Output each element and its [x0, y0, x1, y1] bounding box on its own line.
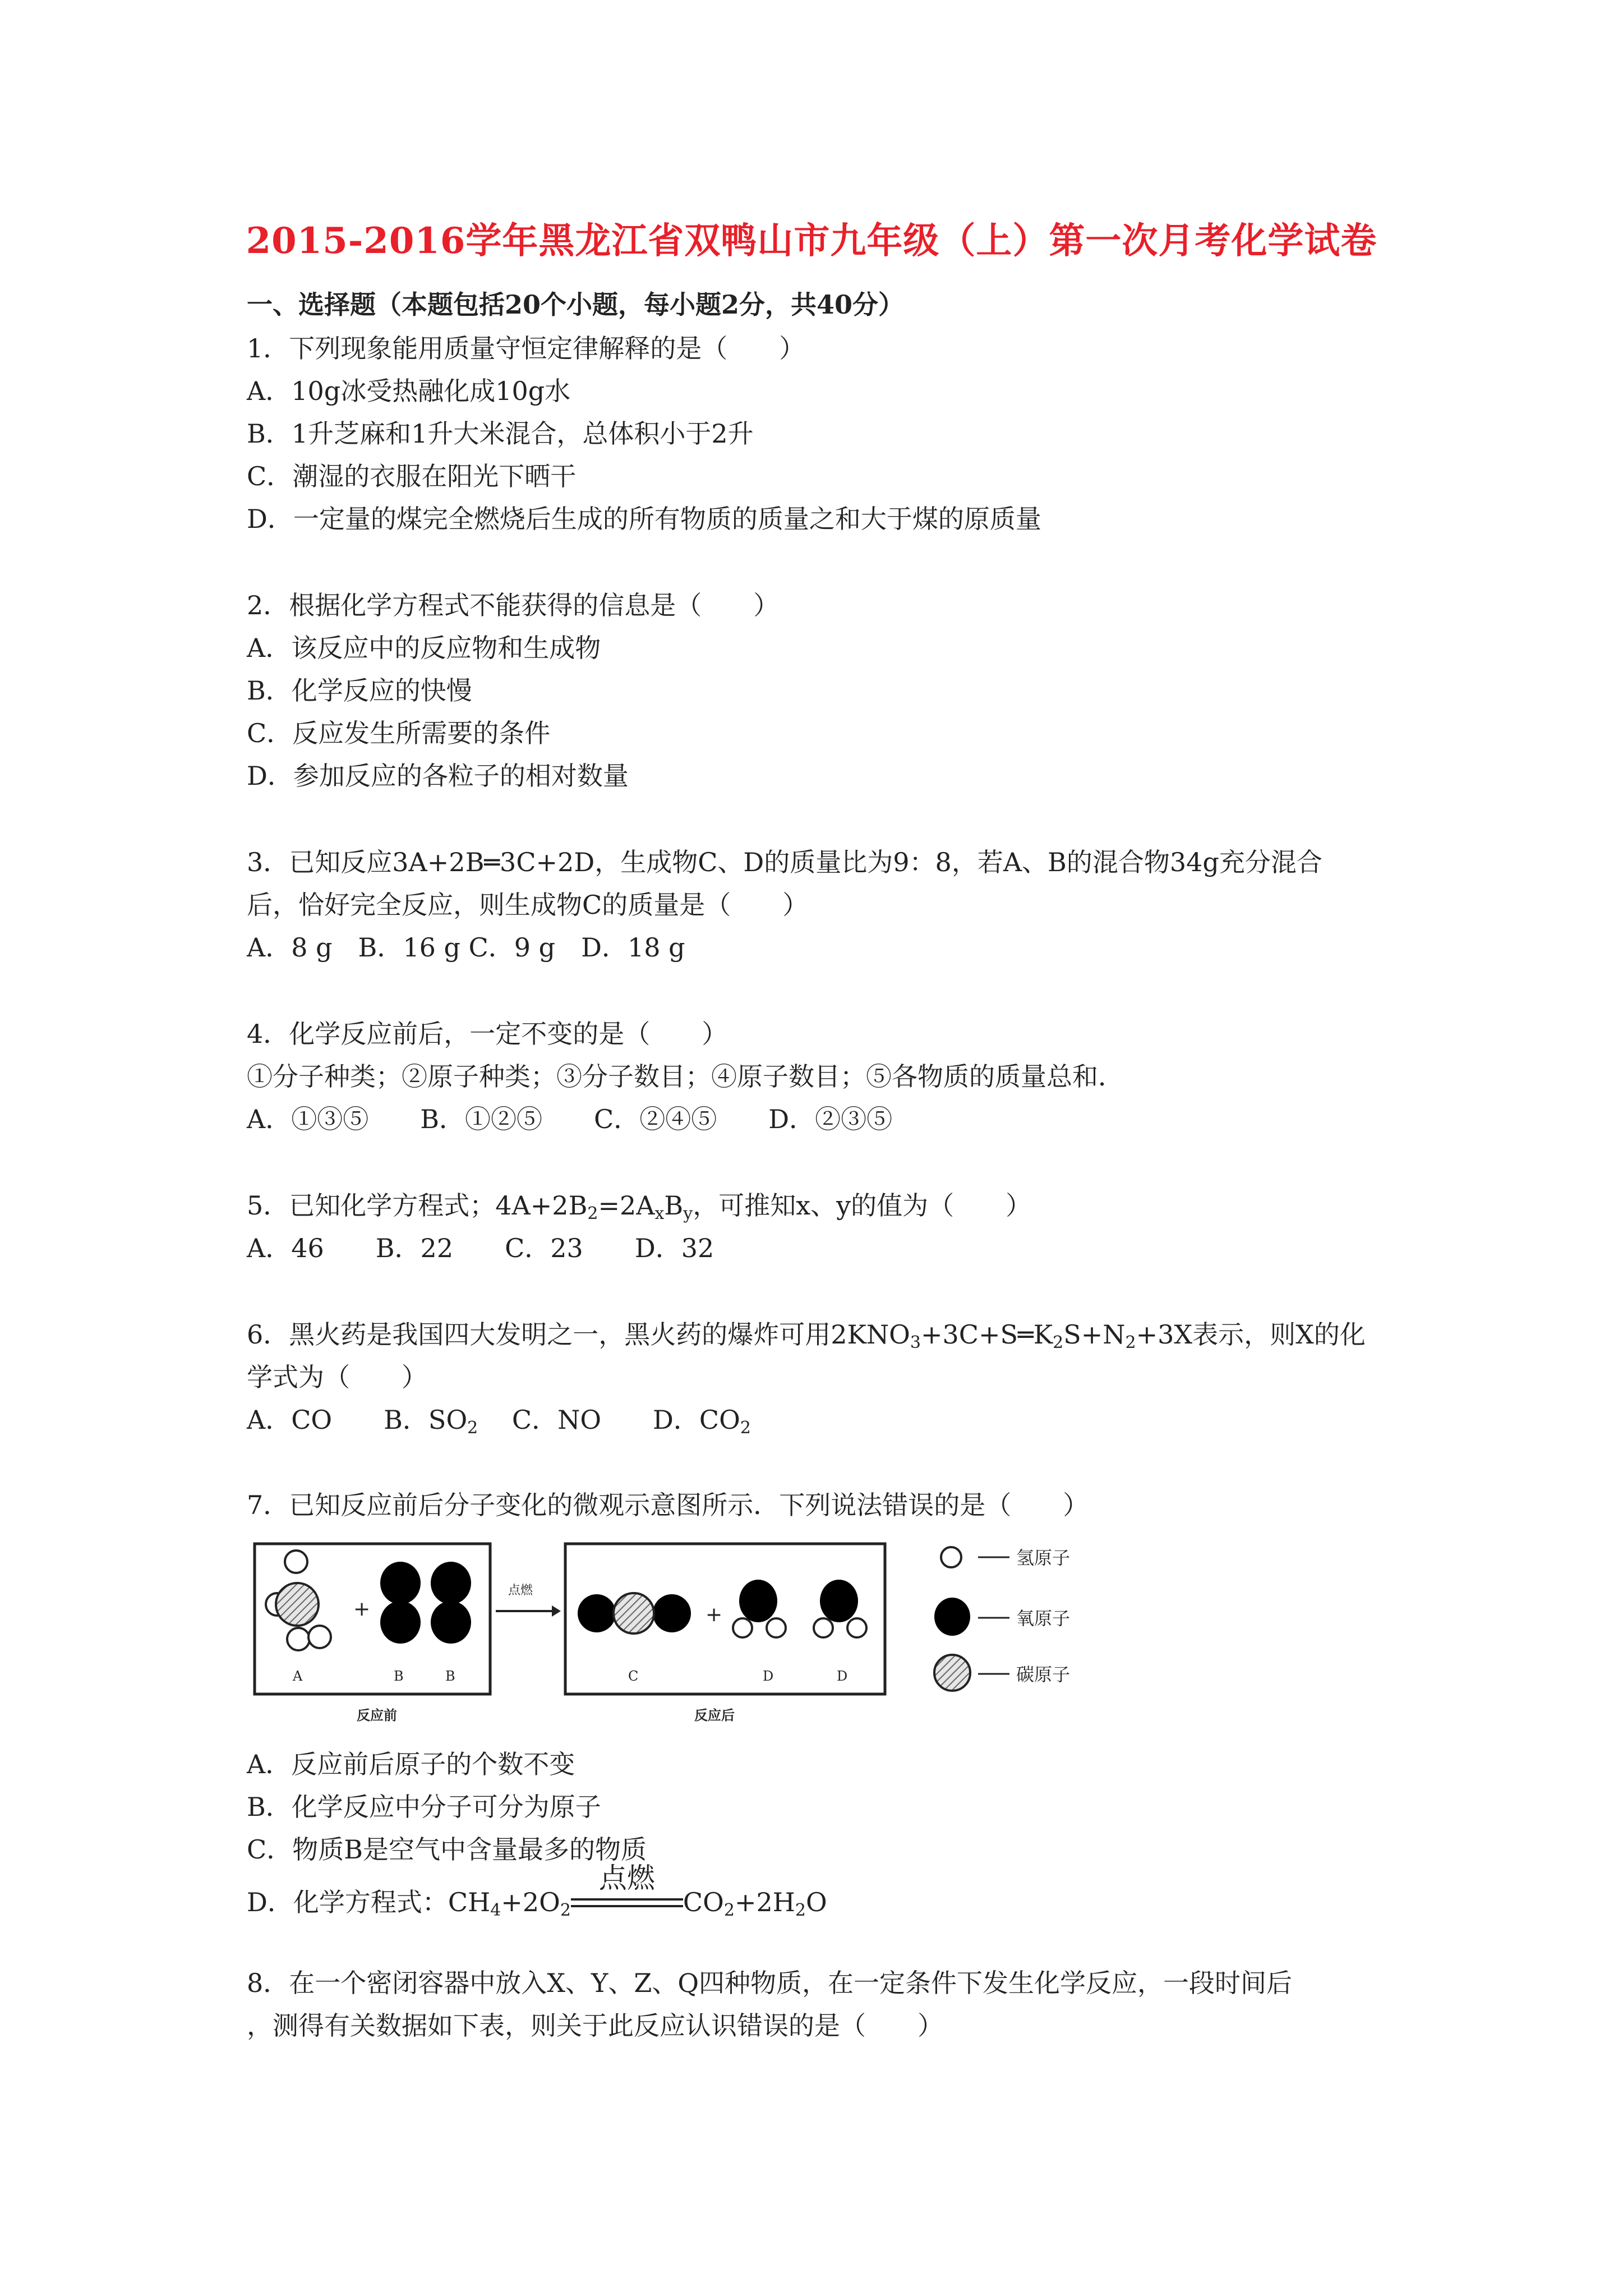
q8-stem-line1: 8．在一个密闭容器中放入X、Y、Z、Q四种物质，在一定条件下发生化学反应，一段时间后 — [247, 1968, 1293, 1998]
legend-carbon: 碳原子 — [1016, 1664, 1071, 1685]
q2-option-b: B．化学反应的快慢 — [247, 675, 472, 706]
q5-stem: 5．已知化学方程式；$4A+2B_2=2A_xB_y$，可推知x、y的值为（ ） — [247, 1190, 1032, 1223]
q3-stem-line1: 3．已知反应3A+2B═3C+2D，生成物C、D的质量比为9：8，若A、B的混合物34g充分混合 — [247, 847, 1322, 877]
q1-option-b: B．1升芝麻和1升大米混合，总体积小于2升 — [247, 418, 754, 449]
q7-option-c: C．物质B是空气中含量最多的物质 — [247, 1834, 647, 1865]
label-d2: D — [837, 1668, 848, 1684]
page-title: 2015-2016学年黑龙江省双鸭山市九年级（上）第一次月考化学试卷 — [246, 220, 1377, 262]
q2-option-a: A．该反应中的反应物和生成物 — [247, 633, 601, 663]
q4-options: A．①③⑤ B．①②⑤ C．②④⑤ D．②③⑤ — [247, 1104, 893, 1134]
q7-option-d: D．化学方程式：$CH_4+2O_2$ 点燃 $CO_2+2H_2O$ — [247, 1862, 827, 1920]
molecule-c — [578, 1593, 691, 1634]
q2-option-c: C．反应发生所需要的条件 — [247, 718, 551, 748]
q7-option-a: A．反应前后原子的个数不变 — [247, 1749, 575, 1779]
label-c: C — [628, 1668, 639, 1684]
label-b2: B — [445, 1668, 455, 1684]
label-d1: D — [763, 1668, 774, 1684]
q1-stem: 1．下列现象能用质量守恒定律解释的是（ ） — [247, 333, 805, 364]
q5-options: A．46 B．22 C．23 D．32 — [247, 1233, 714, 1263]
q3-stem-line2: 后，恰好完全反应，则生成物C的质量是（ ） — [247, 890, 809, 920]
plus-sign-2: + — [706, 1603, 723, 1626]
q7-option-b: B．化学反应中分子可分为原子 — [247, 1792, 601, 1822]
reaction-condition: 点燃 — [571, 1892, 683, 1917]
legend — [934, 1547, 1070, 1691]
q6-options: A．CO B．$SO_2$ C．NO D．$CO_2$ — [247, 1405, 751, 1438]
molecule-d-1 — [733, 1580, 786, 1637]
q4-items: ①分子种类；②原子种类；③分子数目；④原子数目；⑤各物质的质量总和． — [247, 1061, 1124, 1092]
arrow-label: 点燃 — [508, 1584, 533, 1598]
molecule-b-2 — [431, 1562, 471, 1644]
q6-stem-line1: 6．黑火药是我国四大发明之一，黑火药的爆炸可用$2KNO_3+3C+S═K_2S+N_2+3X$表示，则X的化 — [247, 1319, 1366, 1352]
label-b1: B — [394, 1668, 404, 1684]
q1-option-a: A．10g冰受热融化成10g水 — [247, 376, 571, 406]
q8-stem-line2: ，测得有关数据如下表，则关于此反应认识错误的是（ ） — [247, 2010, 943, 2041]
after-caption: 反应后 — [694, 1708, 735, 1723]
q2-option-d: D．参加反应的各粒子的相对数量 — [247, 761, 629, 791]
legend-oxygen: 氧原子 — [1016, 1608, 1071, 1629]
q3-options: A．8 g B．16 g C．9 g D．18 g — [247, 932, 685, 963]
q7-stem: 7．已知反应前后分子变化的微观示意图所示．下列说法错误的是（ ） — [247, 1490, 1089, 1520]
before-caption: 反应前 — [357, 1708, 397, 1723]
arrow-head — [552, 1605, 561, 1617]
legend-hydrogen: 氢原子 — [1016, 1547, 1071, 1568]
section-heading: 一、选择题（本题包括20个小题，每小题2分，共40分） — [247, 289, 905, 320]
q6-stem-line2: 学式为（ ） — [247, 1362, 427, 1392]
molecule-reaction-diagram — [247, 1538, 1144, 1729]
q1-option-c: C．潮湿的衣服在阳光下晒干 — [247, 461, 577, 491]
molecule-d-2 — [814, 1580, 866, 1637]
q1-option-d: D．一定量的煤完全燃烧后生成的所有物质的质量之和大于煤的原质量 — [247, 504, 1041, 534]
q4-stem: 4．化学反应前后，一定不变的是（ ） — [247, 1019, 728, 1049]
label-a: A — [293, 1668, 303, 1684]
q2-stem: 2．根据化学方程式不能获得的信息是（ ） — [247, 590, 780, 620]
molecule-a — [266, 1550, 331, 1650]
plus-sign: + — [353, 1598, 371, 1621]
molecule-b-1 — [380, 1562, 421, 1644]
